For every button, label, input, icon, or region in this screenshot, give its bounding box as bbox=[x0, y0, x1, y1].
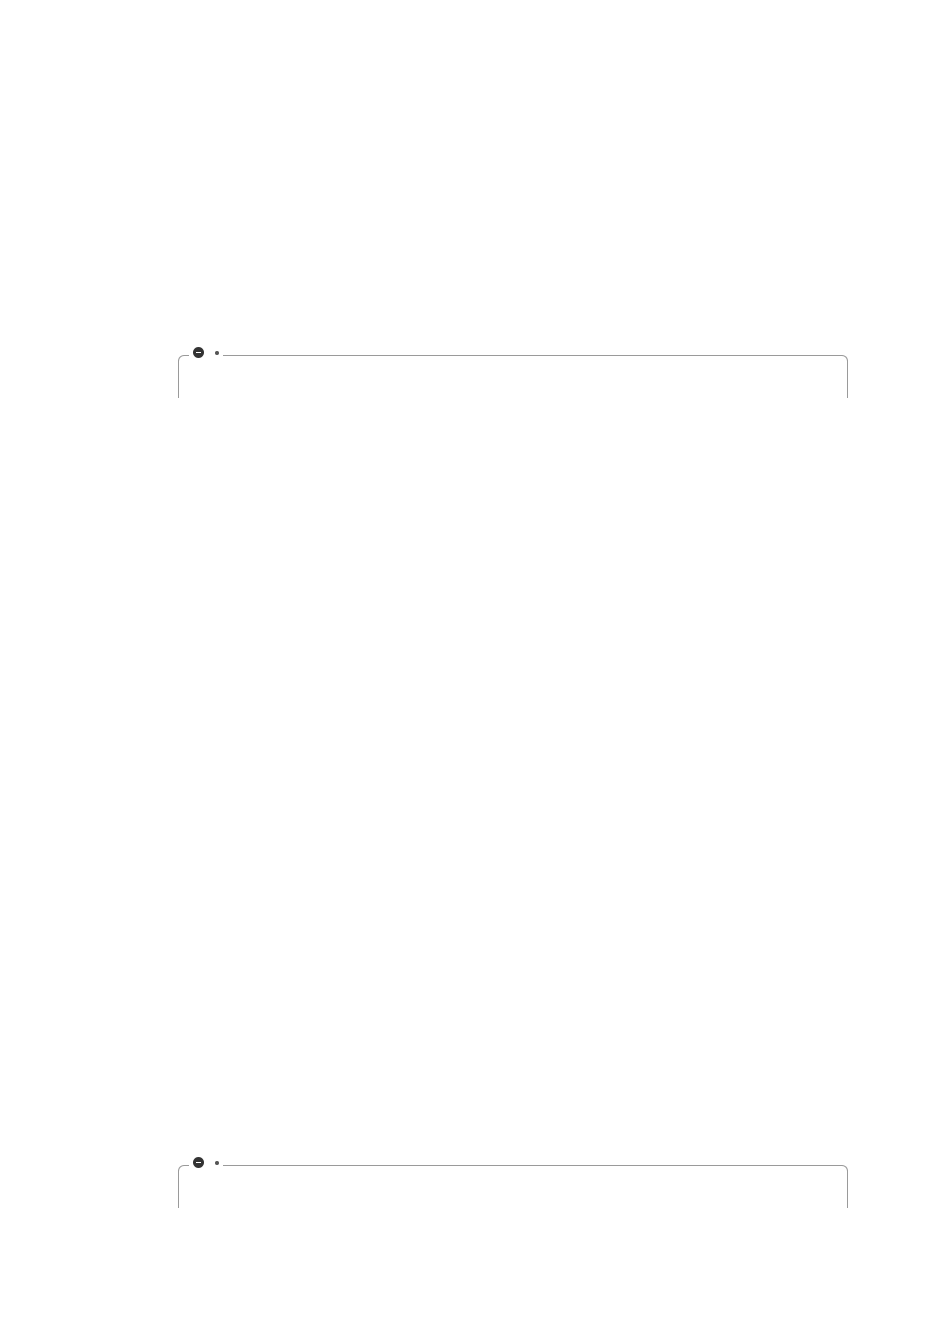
dot-icon bbox=[215, 1161, 219, 1165]
dot-icon bbox=[215, 351, 219, 355]
minus-circle-icon bbox=[193, 1157, 204, 1168]
tip-box-1 bbox=[178, 355, 848, 398]
tip-box-title bbox=[189, 347, 223, 358]
minus-circle-icon bbox=[193, 347, 204, 358]
tip-box-title bbox=[189, 1157, 223, 1168]
tip-box-2 bbox=[178, 1165, 848, 1208]
